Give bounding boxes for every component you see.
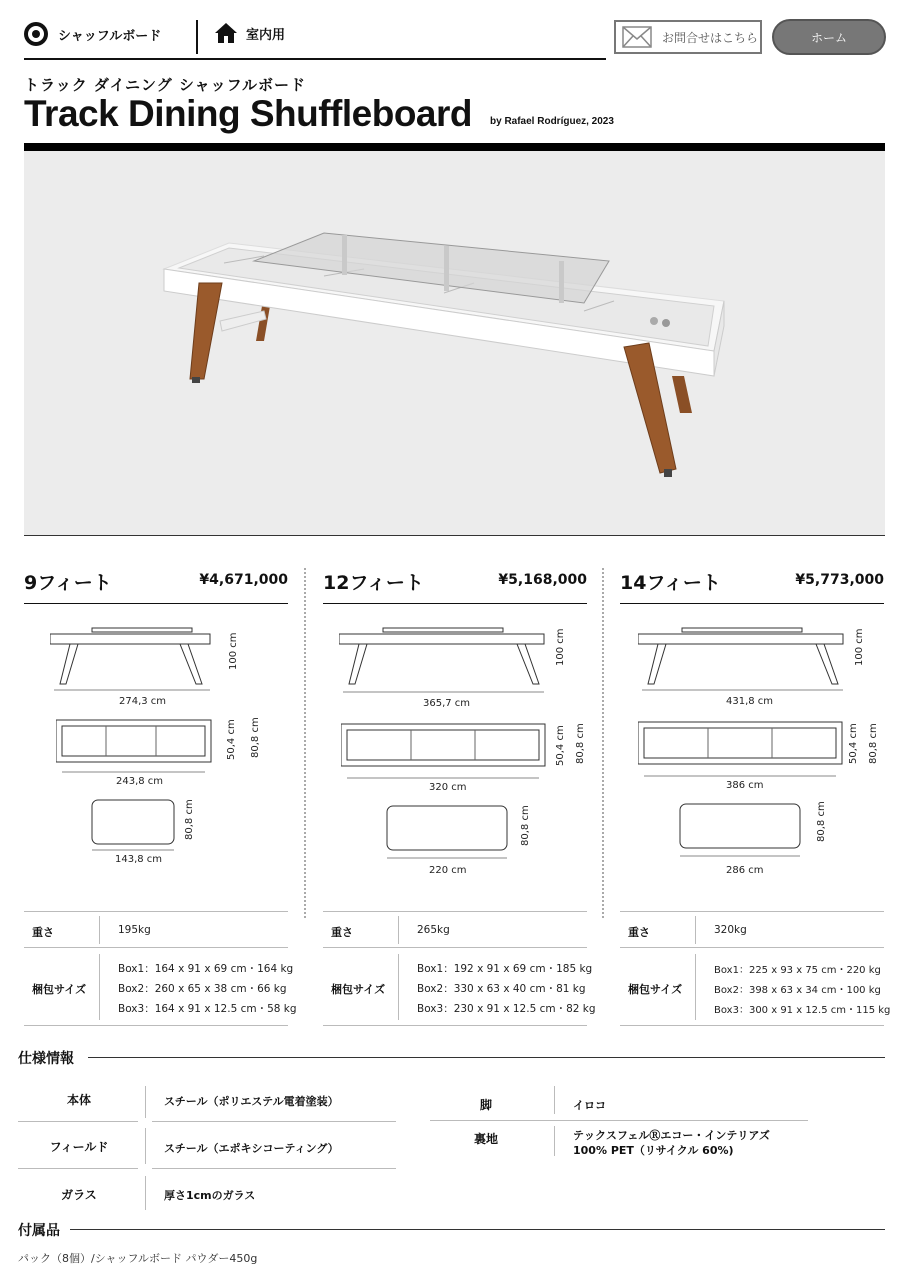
dim-side-length: 431,8 cm [726,696,774,707]
byline: by Rafael Rodríguez, 2023 [490,116,614,127]
dim-side-height: 100 cm [228,632,239,670]
nav-category-label: シャッフルボード [58,28,162,44]
nav-divider [196,20,198,54]
accessories-title: 付属品 [18,1223,60,1239]
dim-glass-width: 80,8 cm [816,801,827,842]
dim-top-width-outer: 80,8 cm [575,723,586,764]
product-image [24,151,885,536]
spec-divider [695,954,696,1020]
contact-label: お問合せはこちら [662,30,759,45]
spec-value-field: スチール（エポキシコーティング） [164,1142,339,1155]
dim-top-length: 320 cm [429,782,467,793]
dim-side-length: 274,3 cm [119,696,167,707]
dim-side-length: 365,7 cm [423,698,471,709]
dim-top-width-inner: 50,4 cm [848,723,859,764]
spec-box-1: Box1：164 x 91 x 69 cm・164 kg [118,963,294,975]
glass-diagram [90,798,180,854]
spec-weight-label: 重さ [32,926,54,939]
contact-button[interactable] [614,20,762,54]
accessories-text: パック（8個）/シャッフルボード パウダー450g [18,1252,258,1265]
target-icon [24,22,48,46]
top-nav [24,18,606,60]
spec-box-label: 梱包サイズ [32,983,87,996]
spec-box-1: Box1：225 x 93 x 75 cm・220 kg [714,965,881,976]
dim-glass-width: 80,8 cm [520,805,531,846]
spec-value-lining: テックスフェルⓇエコー・インテリアズ [573,1129,770,1142]
spec-weight-row [323,911,587,947]
home-icon [214,22,238,44]
variant-name: 12フィート [323,572,424,594]
side-view-diagram [339,624,549,694]
spec-value-body: スチール（ポリエステル電着塗装） [164,1095,339,1108]
envelope-icon [622,26,652,48]
spec-divider [99,954,100,1020]
variant-name: 9フィート [24,572,112,594]
spec-divider [145,1128,146,1164]
column-divider [304,568,306,918]
variant-header [24,568,288,604]
spec-rule [18,1168,138,1169]
dim-glass-length: 220 cm [429,865,467,876]
dim-top-width-inner: 50,4 cm [226,719,237,760]
dim-glass-length: 286 cm [726,865,764,876]
spec-rule [18,1121,138,1122]
spec-rule [152,1121,396,1122]
dim-glass-length: 143,8 cm [115,854,163,865]
spec-box-2: Box2：398 x 63 x 34 cm・100 kg [714,985,881,996]
spec-value-lining-2: 100% PET（リサイクル 60%) [573,1144,734,1157]
dim-side-height: 100 cm [854,628,865,666]
variant-price: ¥5,773,000 [795,572,884,588]
spec-box-label: 梱包サイズ [628,983,683,996]
dim-top-width-outer: 80,8 cm [868,723,879,764]
spec-divider [145,1176,146,1210]
nav-category[interactable] [24,22,161,46]
top-view-diagram [341,722,551,784]
spec-value-glass: 厚さ1cmのガラス [164,1189,256,1202]
dim-side-height: 100 cm [555,628,566,666]
spec-box-label: 梱包サイズ [331,983,386,996]
spec-weight-row [24,911,288,947]
side-view-diagram [638,624,848,694]
home-button[interactable]: ホーム [772,19,886,55]
glass-diagram [385,804,513,864]
spec-divider [554,1126,555,1156]
spec-divider [398,916,399,944]
variant-name: 14フィート [620,572,721,594]
spec-weight-row [620,911,884,947]
spec-weight-value: 265kg [417,924,450,936]
spec-divider [145,1086,146,1118]
dim-glass-width: 80,8 cm [184,799,195,840]
title-rule [24,143,885,151]
spec-label-legs: 脚 [479,1098,492,1112]
dim-top-width-inner: 50,4 cm [555,725,566,766]
spec-divider [398,954,399,1020]
spec-rule [430,1120,808,1121]
spec-divider [695,916,696,944]
variant-12ft [323,560,596,1030]
spec-box-2: Box2：260 x 65 x 38 cm・66 kg [118,983,287,995]
top-view-diagram [56,718,216,778]
variant-price: ¥5,168,000 [498,572,587,588]
spec-box-1: Box1：192 x 91 x 69 cm・185 kg [417,963,593,975]
spec-label-glass: ガラス [61,1188,97,1202]
spec-box-3: Box3：164 x 91 x 12.5 cm・58 kg [118,1003,297,1015]
side-view-diagram [50,624,250,694]
spec-box-row [620,947,891,1026]
column-divider [602,568,604,918]
accessories-rule [70,1229,885,1230]
glass-diagram [678,802,806,862]
spec-box-row [323,947,596,1026]
variant-14ft [620,560,891,1030]
spec-value-legs: イロコ [573,1099,606,1112]
spec-divider [99,916,100,944]
spec-weight-value: 320kg [714,924,747,936]
nav-subcategory-label: 室内用 [246,27,286,43]
subtitle-ja: トラック ダイニング シャッフルボード [24,76,307,94]
page-title: Track Dining Shuffleboard [24,93,472,134]
spec-label-lining: 裏地 [473,1132,498,1146]
nav-subcategory[interactable] [214,22,285,44]
spec-weight-value: 195kg [118,924,151,936]
spec-rule [152,1168,396,1169]
spec-box-3: Box3：230 x 91 x 12.5 cm・82 kg [417,1003,596,1015]
dim-top-length: 243,8 cm [116,776,164,787]
variant-header [323,568,587,604]
spec-weight-label: 重さ [331,926,353,939]
spec-section-rule [88,1057,885,1058]
spec-label-body: 本体 [66,1093,91,1107]
spec-box-row [24,947,297,1026]
variant-header [620,568,884,604]
spec-box-2: Box2：330 x 63 x 40 cm・81 kg [417,983,586,995]
spec-box-3: Box3：300 x 91 x 12.5 cm・115 kg [714,1005,891,1016]
spec-divider [554,1086,555,1114]
spec-weight-label: 重さ [628,926,650,939]
top-view-diagram [638,720,848,782]
dim-top-length: 386 cm [726,780,764,791]
spec-section-title: 仕様情報 [18,1051,74,1067]
spec-label-field: フィールド [49,1140,109,1154]
variant-price: ¥4,671,000 [199,572,288,588]
variant-9ft [24,560,297,1030]
dim-top-width-outer: 80,8 cm [250,717,261,758]
